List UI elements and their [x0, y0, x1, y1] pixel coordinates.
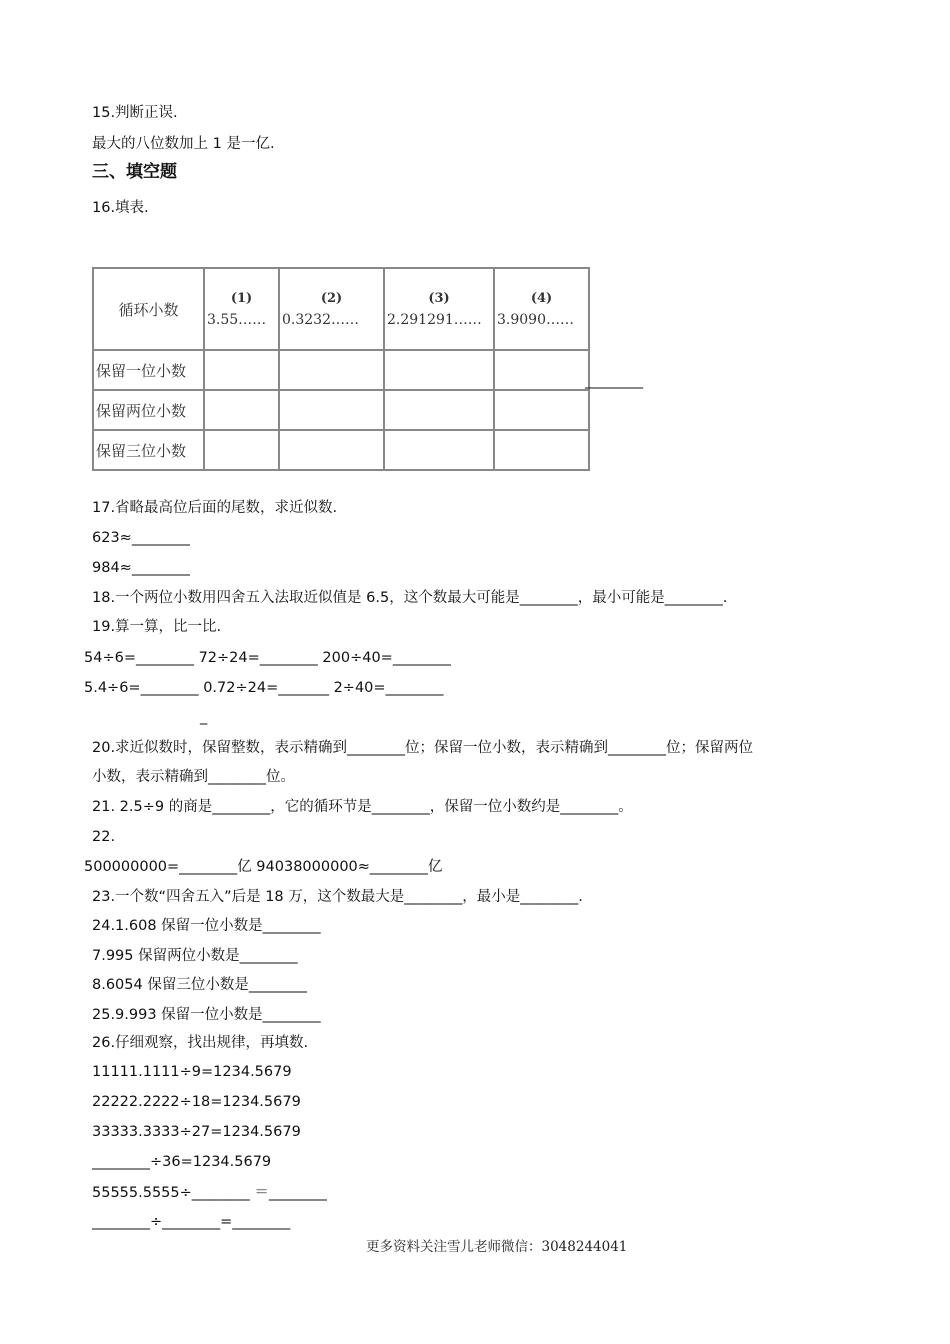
question-19-row-2: 5.4÷6=________ 0.72÷24=_______ 2÷40=________: [84, 680, 444, 696]
question-26-row-1: 11111.1111÷9=1234.5679: [92, 1064, 292, 1080]
table-cell[interactable]: [384, 390, 494, 430]
table-col-2: [279, 268, 384, 350]
table-cell[interactable]: [384, 430, 494, 470]
question-17-title: 17.省略最高位后面的尾数，求近似数.: [92, 500, 338, 516]
table-col-1: [204, 268, 279, 350]
table-row-label: 保留三位小数: [93, 430, 204, 470]
question-26-row-3: 33333.3333÷27=1234.5679: [92, 1124, 301, 1140]
question-24-item-1: 24.1.608 保留一位小数是________: [92, 918, 321, 934]
question-19-stray-mark: _: [200, 709, 208, 725]
question-26-row-5: 55555.5555÷________ ＝________: [92, 1185, 327, 1201]
question-24-item-3: 8.6054 保留三位小数是________: [92, 977, 307, 993]
col-value: 2.291291……: [387, 311, 482, 328]
col-value: 3.9090……: [497, 311, 574, 328]
question-25: 25.9.993 保留一位小数是________: [92, 1007, 321, 1023]
question-26-title: 26.仔细观察，找出规律，再填数.: [92, 1035, 309, 1051]
question-20-line-2: 小数，表示精确到________位。: [92, 769, 295, 785]
question-22-title: 22.: [92, 829, 116, 845]
table-cell[interactable]: [494, 430, 589, 470]
col-num: (4): [530, 290, 553, 306]
question-26-row-4: ________÷36=1234.5679: [92, 1154, 272, 1170]
table-cell[interactable]: [204, 430, 279, 470]
col-num: (2): [320, 290, 343, 306]
question-16-title: 16.填表.: [92, 200, 149, 216]
question-24-item-2: 7.995 保留两位小数是________: [92, 948, 298, 964]
question-15-title: 15.判断正误.: [92, 105, 178, 121]
table-cell[interactable]: [279, 390, 384, 430]
question-21: 21. 2.5÷9 的商是________，它的循环节是________，保留一位小数约是________。: [92, 799, 633, 815]
table-cell[interactable]: [494, 350, 589, 390]
table-cell[interactable]: [279, 350, 384, 390]
question-20-line-1: 20.求近似数时，保留整数，表示精确到________位；保留一位小数，表示精确到________位；保留两位: [92, 740, 754, 756]
section-heading: 三、填空题: [92, 162, 177, 182]
table-cell[interactable]: [204, 350, 279, 390]
table-answer-blank[interactable]: ________: [585, 373, 643, 389]
table-cell[interactable]: [279, 430, 384, 470]
table-col-4: [494, 268, 589, 350]
fill-table: [92, 267, 590, 471]
question-17-item-2: 984≈________: [92, 560, 190, 576]
question-26-row-2: 22222.2222÷18=1234.5679: [92, 1094, 301, 1110]
question-22-item: 500000000=________亿 94038000000≈________亿: [84, 859, 443, 875]
table-cell[interactable]: [494, 390, 589, 430]
page-footer: 更多资料关注雪儿老师微信：3048244041: [366, 1239, 628, 1255]
table-cell[interactable]: [384, 350, 494, 390]
question-15-statement: 最大的八位数加上 1 是一亿.: [92, 136, 275, 152]
table-header-label: 循环小数: [93, 268, 204, 350]
col-num: (1): [230, 290, 253, 306]
question-23: 23.一个数“四舍五入”后是 18 万，这个数最大是________，最小是________.: [92, 889, 583, 905]
col-value: 3.55……: [207, 311, 267, 328]
table-row-label: 保留两位小数: [93, 390, 204, 430]
table-row-label: 保留一位小数: [93, 350, 204, 390]
table-col-3: [384, 268, 494, 350]
question-26-row-6: ________÷________=________: [92, 1214, 291, 1230]
col-num: (3): [428, 290, 450, 306]
question-19-title: 19.算一算，比一比.: [92, 619, 222, 635]
col-value: 0.3232……: [282, 311, 359, 328]
question-17-item-1: 623≈________: [92, 530, 190, 546]
question-19-row-1: 54÷6=________ 72÷24=________ 200÷40=________: [84, 650, 451, 666]
table-cell[interactable]: [204, 390, 279, 430]
question-18: 18.一个两位小数用四舍五入法取近似值是 6.5，这个数最大可能是________，最小可能是________.: [92, 590, 728, 606]
